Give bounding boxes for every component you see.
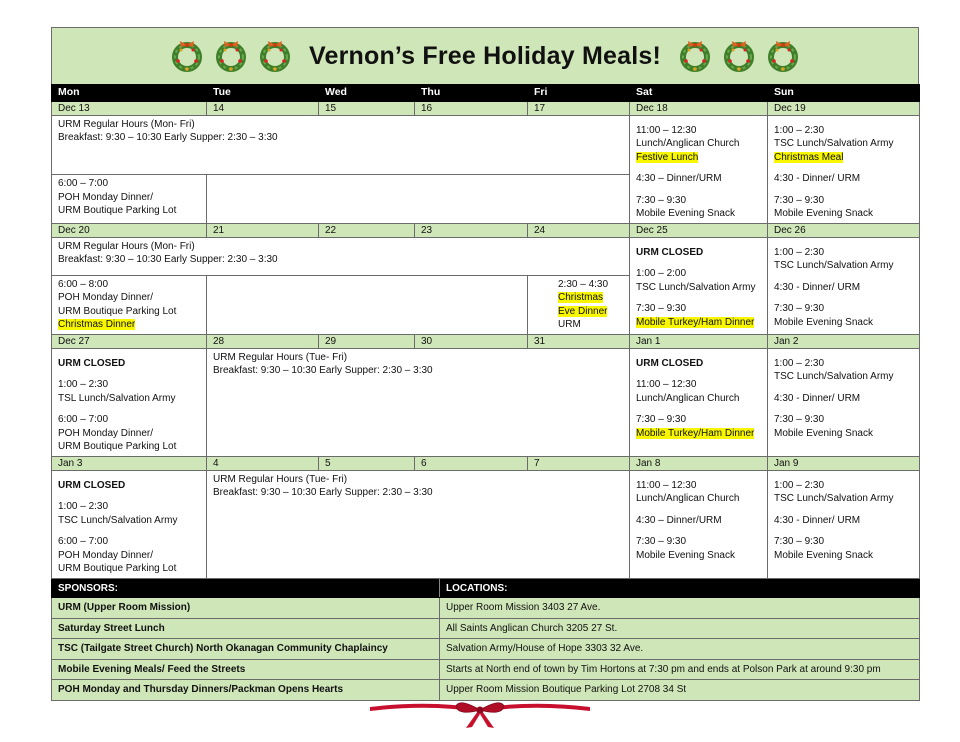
date-cell: Jan 3 (52, 456, 207, 470)
date-cell: Dec 18 (630, 101, 768, 115)
day-header: Mon (52, 85, 207, 102)
wreath-icon (170, 39, 204, 73)
sponsor-row (52, 659, 920, 680)
date-cell: 30 (415, 334, 528, 348)
calendar-sheet (51, 27, 919, 701)
weekday-regular-hours: URM Regular Hours (Mon- Fri) Breakfast: 9:30 – 10:30 Early Supper: 2:30 – 3:30 (52, 237, 630, 275)
date-row (52, 101, 920, 115)
sunday-meals: 1:00 – 2:30 TSC Lunch/Salvation Army Christmas Meal 4:30 - Dinner/ URM 7:30 – 9:30 Mobile Evening Snack (768, 115, 920, 223)
tue-fri-regular-hours: URM Regular Hours (Tue- Fri) Breakfast: 9:30 – 10:30 Early Supper: 2:30 – 3:30 (207, 470, 630, 578)
date-cell: 31 (528, 334, 630, 348)
date-cell: Dec 27 (52, 334, 207, 348)
date-cell: Jan 8 (630, 456, 768, 470)
tue-fri-regular-hours: URM Regular Hours (Tue- Fri) Breakfast: 9:30 – 10:30 Early Supper: 2:30 – 3:30 (207, 348, 630, 456)
sponsor-name: POH Monday and Thursday Dinners/Packman Opens Hearts (52, 680, 440, 701)
date-cell: 22 (319, 223, 415, 237)
sponsor-location: All Saints Anglican Church 3205 27 St. (440, 618, 920, 639)
day-header: Sun (768, 85, 920, 102)
date-cell: Dec 13 (52, 101, 207, 115)
date-row (52, 334, 920, 348)
date-cell: 17 (528, 101, 630, 115)
saturday-meals: 11:00 – 12:30 Lunch/Anglican Church Festive Lunch 4:30 – Dinner/URM 7:30 – 9:30 Mobile Evening Snack (630, 115, 768, 223)
sponsor-name: TSC (Tailgate Street Church) North Okanagan Community Chaplaincy (52, 639, 440, 660)
weekday-header-row (52, 85, 920, 102)
date-cell: Dec 25 (630, 223, 768, 237)
wreath-icon (678, 39, 712, 73)
title-banner (51, 27, 919, 84)
day-header: Fri (528, 85, 630, 102)
empty-cell (207, 275, 528, 334)
friday-christmas-eve-dinner: 2:30 – 4:30 Christmas Eve Dinner URM (528, 275, 630, 334)
sponsors-header-row (52, 579, 920, 598)
sponsor-name: URM (Upper Room Mission) (52, 598, 440, 619)
sunday-meals: 1:00 – 2:30 TSC Lunch/Salvation Army 4:30 - Dinner/ URM 7:30 – 9:30 Mobile Evening Snack (768, 470, 920, 578)
day-header: Tue (207, 85, 319, 102)
sponsor-location: Salvation Army/House of Hope 3303 32 Ave. (440, 639, 920, 660)
date-cell: Jan 1 (630, 334, 768, 348)
sunday-meals: 1:00 – 2:30 TSC Lunch/Salvation Army 4:30 - Dinner/ URM 7:30 – 9:30 Mobile Evening Snack (768, 348, 920, 456)
monday-meals: URM CLOSED 1:00 – 2:30 TSC Lunch/Salvation Army 6:00 – 7:00 POH Monday Dinner/ URM Boutique Parking Lot (52, 470, 207, 578)
date-cell: 24 (528, 223, 630, 237)
date-cell: Jan 9 (768, 456, 920, 470)
sponsor-location: Upper Room Mission Boutique Parking Lot 2708 34 St (440, 680, 920, 701)
sponsor-location: Starts at North end of town by Tim Hortons at 7:30 pm and ends at Polson Park at around 9:30 pm (440, 659, 920, 680)
calendar-table (51, 84, 920, 579)
monday-dinner: 6:00 – 7:00 POH Monday Dinner/ URM Boutique Parking Lot (52, 175, 207, 223)
saturday-meals: URM CLOSED 11:00 – 12:30 Lunch/Anglican Church 7:30 – 9:30 Mobile Turkey/Ham Dinner (630, 348, 768, 456)
date-cell: Jan 2 (768, 334, 920, 348)
wreath-icon (722, 39, 756, 73)
date-cell: 14 (207, 101, 319, 115)
date-cell: 4 (207, 456, 319, 470)
sponsors-table (51, 579, 920, 701)
sponsor-name: Saturday Street Lunch (52, 618, 440, 639)
day-header: Sat (630, 85, 768, 102)
sponsor-name: Mobile Evening Meals/ Feed the Streets (52, 659, 440, 680)
date-row (52, 223, 920, 237)
date-cell: 5 (319, 456, 415, 470)
date-cell: 7 (528, 456, 630, 470)
date-cell: Dec 19 (768, 101, 920, 115)
wreath-icon (214, 39, 248, 73)
day-header: Wed (319, 85, 415, 102)
date-cell: Dec 26 (768, 223, 920, 237)
date-cell: 28 (207, 334, 319, 348)
date-cell: 23 (415, 223, 528, 237)
sunday-meals: 1:00 – 2:30 TSC Lunch/Salvation Army 4:30 - Dinner/ URM 7:30 – 9:30 Mobile Evening Snack (768, 237, 920, 334)
saturday-meals: URM CLOSED 1:00 – 2:00 TSC Lunch/Salvation Army 7:30 – 9:30 Mobile Turkey/Ham Dinner (630, 237, 768, 334)
date-row (52, 456, 920, 470)
date-cell: 6 (415, 456, 528, 470)
monday-dinner: 6:00 – 8:00 POH Monday Dinner/ URM Boutique Parking Lot Christmas Dinner (52, 275, 207, 334)
wreath-icon (766, 39, 800, 73)
date-cell: Dec 20 (52, 223, 207, 237)
sponsor-row (52, 598, 920, 619)
empty-cell (207, 175, 630, 223)
page-title: Vernon’s Free Holiday Meals! (308, 41, 661, 70)
sponsor-location: Upper Room Mission 3403 27 Ave. (440, 598, 920, 619)
date-cell: 16 (415, 101, 528, 115)
day-header: Thu (415, 85, 528, 102)
weekday-regular-hours: URM Regular Hours (Mon- Fri) Breakfast: 9:30 – 10:30 Early Supper: 2:30 – 3:30 (52, 115, 630, 175)
ribbon-bow-icon (368, 696, 592, 730)
monday-meals: URM CLOSED 1:00 – 2:30 TSL Lunch/Salvation Army 6:00 – 7:00 POH Monday Dinner/ URM Boutique Parking Lot (52, 348, 207, 456)
date-cell: 29 (319, 334, 415, 348)
sponsors-label: SPONSORS: (52, 579, 379, 598)
sponsor-row (52, 618, 920, 639)
sponsor-row (52, 639, 920, 660)
wreath-icon (258, 39, 292, 73)
locations-label: LOCATIONS: (440, 579, 630, 598)
date-cell: 21 (207, 223, 319, 237)
date-cell: 15 (319, 101, 415, 115)
saturday-meals: 11:00 – 12:30 Lunch/Anglican Church 4:30 – Dinner/URM 7:30 – 9:30 Mobile Evening Snack (630, 470, 768, 578)
